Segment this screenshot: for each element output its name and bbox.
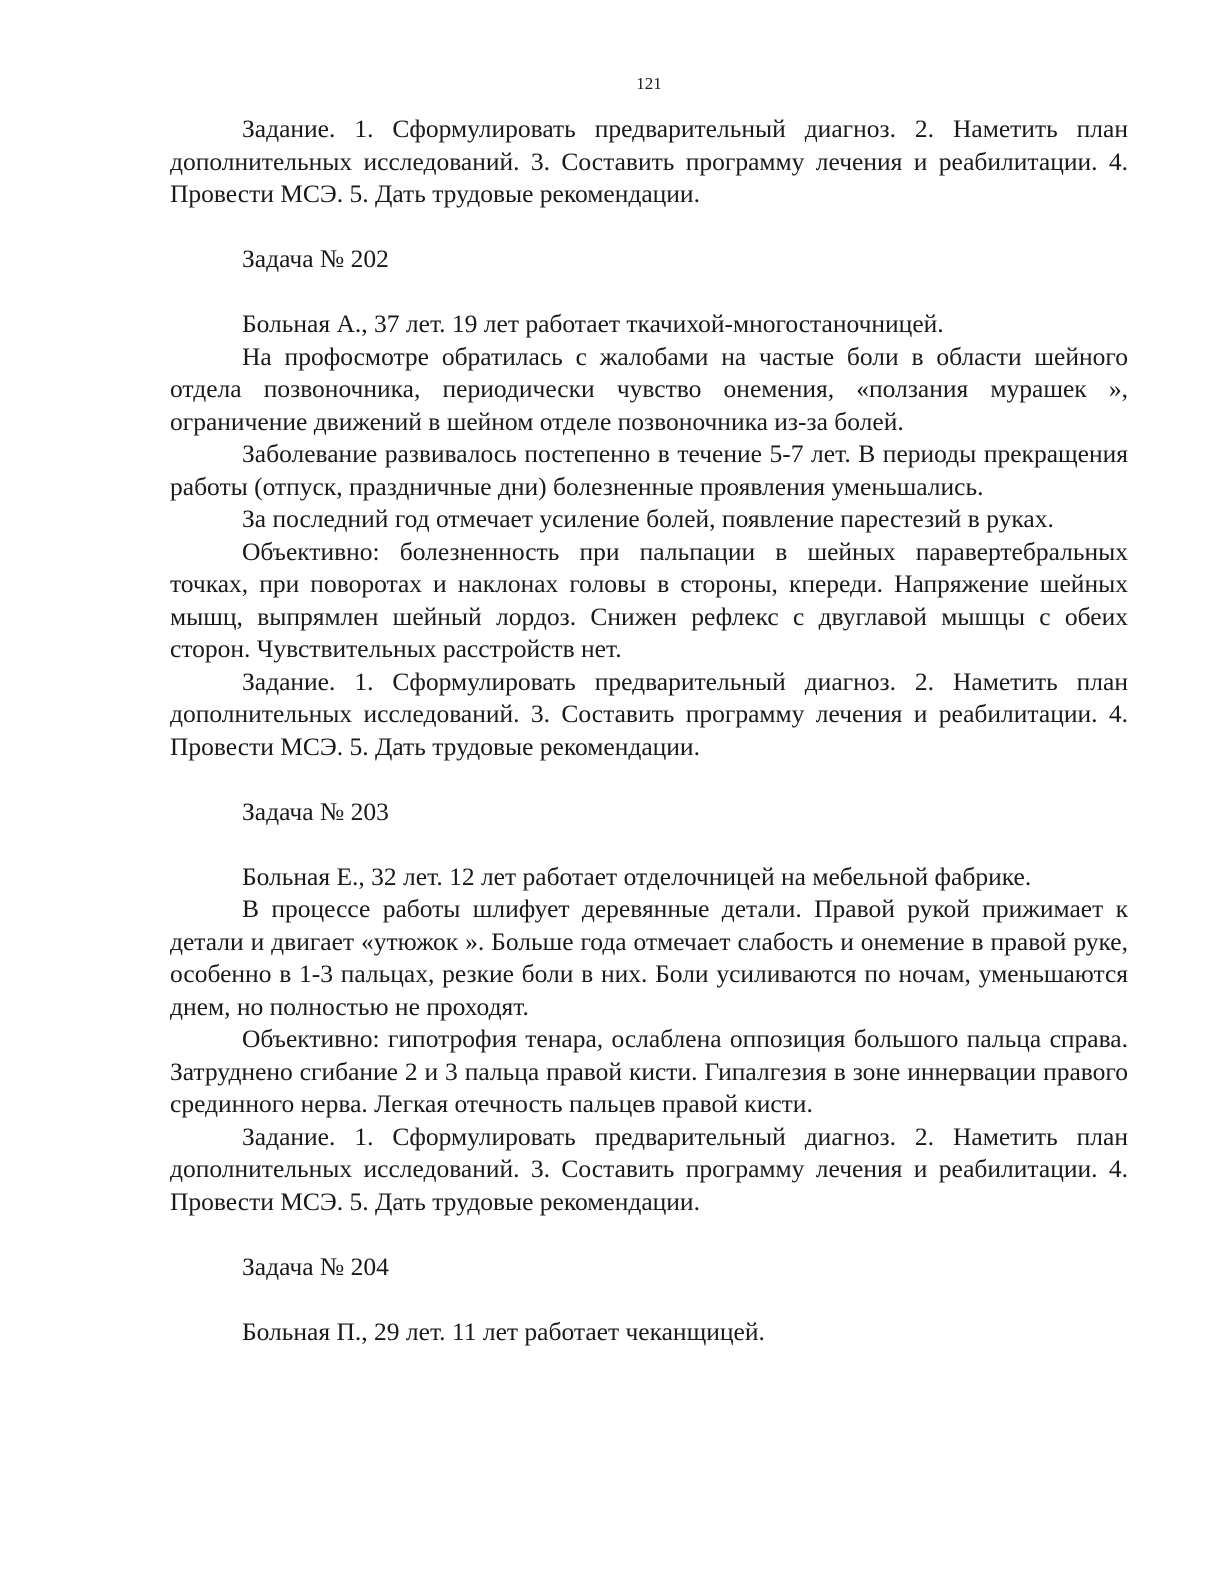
paragraph: Больная Е., 32 лет. 12 лет работает отделочницей на мебельной фабрике. — [242, 861, 1032, 891]
paragraph: Объективно: гипотрофия тенара, ослаблена оппозиция большого пальца справа. Затруднено сгибание 2 и 3 пальца правой кисти. Гипалгезия в зоне иннервации правого срединного нерва. Легкая отечность пальцев правой кисти. — [170, 1024, 1128, 1118]
paragraph: Больная П., 29 лет. 11 лет работает чеканщицей. — [242, 1316, 765, 1346]
task-heading: Задача № 202 — [242, 244, 389, 273]
task-heading: Задача № 203 — [242, 796, 389, 826]
blank-line — [170, 276, 1128, 309]
page-body — [170, 113, 1128, 1348]
paragraph: За последний год отмечает усиление болей, появление парестезий в руках. — [242, 504, 1054, 533]
paragraph: Задание. 1. Сформулировать предварительный диагноз. 2. Наметить план дополнительных исследований. 3. Составить программу лечения и реабилитации. 4. Провести МСЭ. 5. Дать трудовые рекомендации. — [170, 1121, 1128, 1216]
paragraph: На профосмотре обратилась с жалобами на частые боли в области шейного отдела позвоночника, периодически чувство онемения, «ползания мурашек », ограничение движений в шейном отделе позвоночника из-за болей. — [170, 341, 1128, 436]
blank-line — [170, 763, 1128, 796]
paragraph: Задание. 1. Сформулировать предварительный диагноз. 2. Наметить план дополнительных исследований. 3. Составить программу лечения и реабилитации. 4. Провести МСЭ. 5. Дать трудовые рекомендации. — [170, 666, 1128, 761]
blank-line — [170, 828, 1128, 861]
paragraph: В процессе работы шлифует деревянные детали. Правой рукой прижимает к детали и двигает «утюжок ». Больше года отмечает слабость и онемение в правой руке, особенно в 1-3 пальцах, резкие боли в них. Боли усиливаются по ночам, уменьшаются днем, но полностью не проходят. — [170, 894, 1128, 1021]
task-heading: Задача № 204 — [242, 1251, 389, 1281]
blank-line — [170, 211, 1128, 244]
paragraph: Объективно: болезненность при пальпации в шейных паравертебральных точках, при поворотах и наклонах головы в стороны, кпереди. Напряжение шейных мышц, выпрямлен шейный лордоз. Снижен рефлекс с двуглавой мышцы с обеих сторон. Чувствительных расстройств нет. — [170, 536, 1128, 663]
blank-line — [170, 1218, 1128, 1251]
paragraph: Заболевание развивалось постепенно в течение 5-7 лет. В периоды прекращения работы (отпуск, праздничные дни) болезненные проявления уменьшались. — [170, 439, 1128, 501]
page-number: 121 — [636, 74, 662, 93]
blank-line — [170, 1283, 1128, 1316]
paragraph: Задание. 1. Сформулировать предварительный диагноз. 2. Наметить план дополнительных исследований. 3. Составить программу лечения и реабилитации. 4. Провести МСЭ. 5. Дать трудовые рекомендации. — [170, 114, 1128, 208]
paragraph: Больная А., 37 лет. 19 лет работает ткачихой-многостаночницей. — [242, 309, 944, 338]
